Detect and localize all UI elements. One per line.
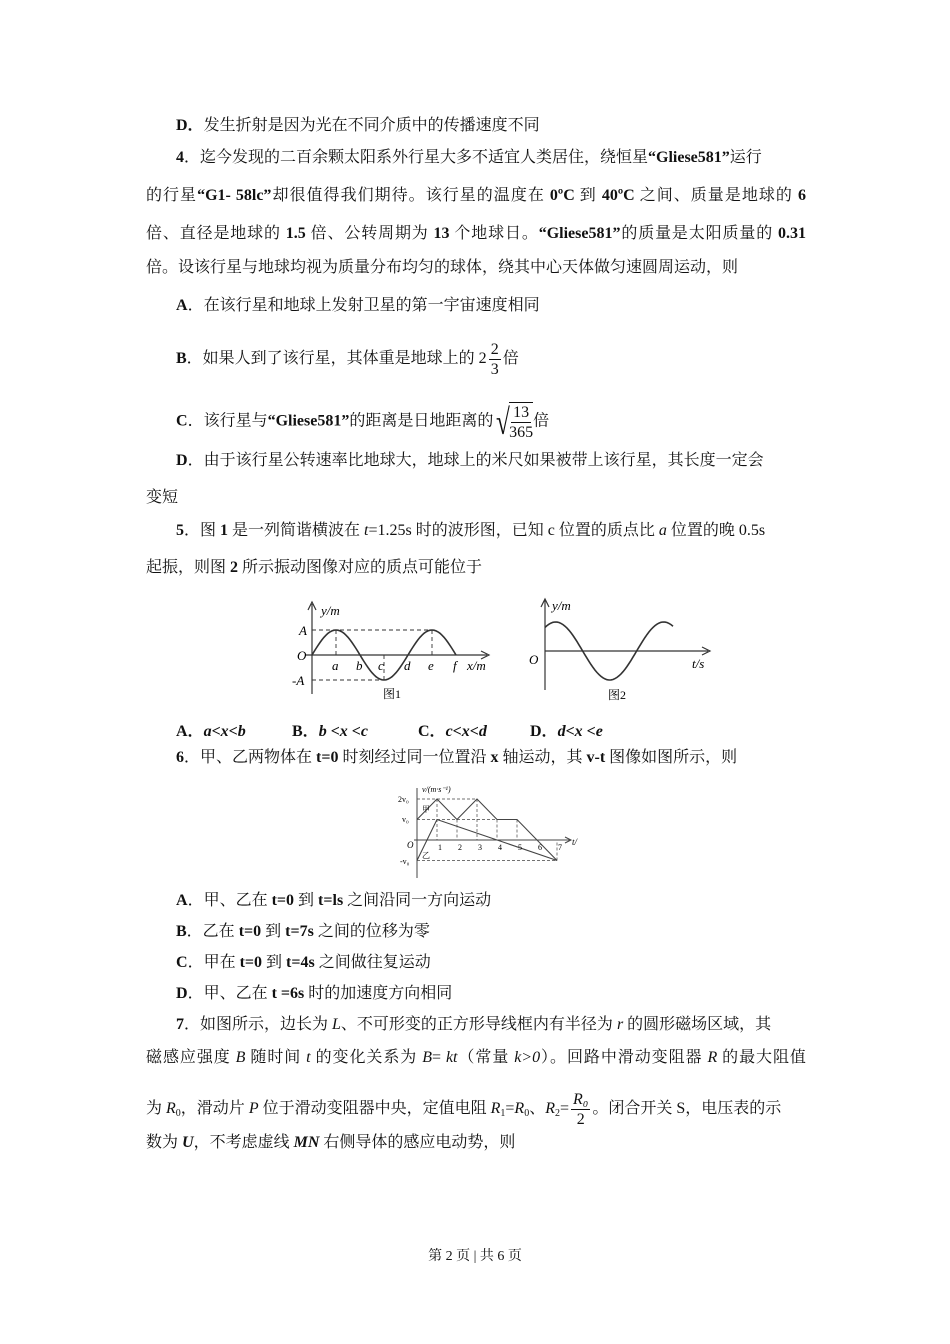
text-segment: B [422,1049,432,1066]
text-segment: 5 [176,522,184,539]
text-line [146,488,178,508]
text-segment: 、 [529,1100,546,1118]
point-label-a: a [332,658,339,673]
text-segment: 轴运动，其 [498,749,587,766]
x-tick-label: 3 [478,843,482,852]
text-segment: ，不考虑虚线 [193,1134,294,1151]
radical-sign-icon: √ [496,402,511,442]
text-segment: ．该行星与 [187,412,268,430]
text-segment: 的质量是太阳质量的 [620,225,778,242]
text-segment: x [490,749,499,766]
text-segment: 的圆形磁场区域，其 [623,1016,772,1033]
text-segment: 之间、质量是地球的 [634,187,798,204]
text-segment: A [176,892,188,909]
text-line [146,1133,515,1153]
text-line [176,891,491,911]
text-segment: ）。回路中滑动变阻器 [540,1049,708,1066]
option-letter: C． [418,723,446,740]
text-segment: 1 [500,1108,506,1120]
v-axis-label: v/(m·s⁻¹) [422,785,451,794]
text-segment: 位于滑动变阻器中央，定值电阻 [258,1100,491,1118]
text-segment: = [431,1049,446,1066]
text-segment: 的变化关系为 [310,1049,423,1066]
text-segment: ．甲、乙在 [187,985,272,1002]
text-segment: MN [293,1134,320,1151]
numerator: 2 [490,341,499,358]
text-segment: t=0 [239,954,263,971]
text-segment: t=0 [316,749,339,766]
text-segment: 之间做往复运动 [314,954,431,971]
text-segment: 右侧导体的感应电动势，则 [319,1134,516,1151]
text-segment: 运行 [729,149,762,166]
text-segment: ．甲在 [187,954,240,971]
text-segment: R [545,1100,555,1118]
text-line [176,1015,771,1035]
text-line [146,558,482,578]
text-line [176,148,762,168]
text-segment: D [176,452,188,469]
text-segment: 到 [261,923,286,940]
text-segment: =1.25s 时的波形图，已知 c 位置的质点比 [368,522,659,539]
text-segment: k>0 [514,1049,541,1066]
text-segment: t=4s [286,954,315,971]
text-segment: v-t [586,749,606,766]
text-segment: 到 [574,187,602,204]
text-segment: 倍、公转周期为 [305,225,434,242]
text-segment: a [658,522,667,539]
text-segment: 0 [175,1108,181,1120]
square-root [493,402,533,442]
x-tick-label: 7 [558,843,562,852]
point-label-f: f [453,658,457,673]
text-segment: P [248,1100,259,1118]
q5-option-c [418,718,487,741]
origin-label: O [407,840,414,850]
text-segment: ．图 [184,522,221,539]
numerator: R₀ [573,1091,589,1108]
text-segment: r [616,1016,624,1033]
text-segment: ，滑动片 [180,1100,249,1118]
text-segment: C [176,954,188,971]
text-segment: 4 [176,149,184,166]
text-segment: t [306,1049,311,1066]
text-segment: t=0 [271,892,295,909]
t-axis-label: t/ [572,837,578,847]
text-segment: R [490,1100,501,1118]
text-line [176,296,540,316]
point-label-c: c [378,658,384,673]
series-label-yi: 乙 [422,851,430,860]
text-segment: 倍 [502,350,519,368]
numerator: 13 [513,404,530,421]
text-segment: 变短 [146,489,179,506]
text-segment: “Gliese581” [648,149,730,166]
amplitude-label: A [299,623,307,638]
x-tick-label: 4 [498,843,502,852]
fraction [489,340,501,379]
text-line [176,116,540,136]
option-text: b <x <c [318,723,369,740]
text-line [146,258,738,278]
text-segment: ．如图所示，边长为 [184,1016,333,1033]
text-segment: “Gliese581” [538,225,621,242]
text-segment: 。闭合开关 S，电压表的示 [592,1100,782,1118]
text-segment: 倍、直径是地球的 [146,225,286,242]
text-line [176,451,764,471]
text-segment: = [560,1100,570,1118]
text-segment: C [176,412,188,430]
y-tick-2v0: 2v₀ [398,795,409,804]
text-segment: 随时间 [245,1049,307,1066]
text-segment: 倍 [533,412,550,430]
v-t-graph [370,782,590,880]
text-line [176,340,519,379]
text-line [176,521,765,541]
y-tick-neg-v0: -v₀ [400,857,410,866]
text-segment: “Gliese581” [267,412,350,430]
option-letter: A． [176,723,204,740]
text-segment: 0.31 [777,225,806,242]
vibration-graph-figure-2 [520,594,720,708]
text-segment: = [505,1100,515,1118]
text-segment: 13 [433,225,450,242]
text-segment: 起振，则图 [146,559,231,576]
text-line [176,953,431,973]
denominator: 365 [509,424,534,441]
text-segment: 的距离是日地距离的 [349,412,494,430]
x-tick-label: 1 [438,843,442,852]
origin-label: O [529,652,539,667]
q5-option-b [292,718,368,741]
text-line [176,402,549,442]
text-segment: U [182,1134,194,1151]
text-segment: 发生折射是因为光在不同介质中的传播速度不同 [203,117,540,134]
text-line [176,984,452,1004]
denominator: 3 [490,361,499,378]
text-segment: 是一列简谐横波在 [228,522,365,539]
text-segment: 个地球日。 [449,225,539,242]
option-text: d<x <e [557,723,603,740]
figure-caption: 图2 [608,688,627,702]
text-segment: 之间沿同一方向运动 [343,892,492,909]
text-segment: R [707,1049,718,1066]
text-segment: “G1- 58lc” [197,187,272,204]
text-segment: 2 [230,559,239,576]
text-segment: 之间的位移为零 [313,923,430,940]
text-line [176,748,737,768]
option-text: c<x<d [445,723,487,740]
text-segment: B [235,1049,246,1066]
text-segment: 1 [220,522,229,539]
text-segment: 为 [146,1100,167,1118]
text-segment: 1.5 [285,225,306,242]
text-segment: 时的加速度方向相同 [304,985,453,1002]
text-segment: ．如果人到了该行星，其体重是地球上的 2 [186,350,487,368]
origin-label: O [297,648,307,663]
text-line [176,922,430,942]
text-segment: B [176,350,187,368]
text-segment: 6 [176,749,184,766]
text-segment: ．在该行星和地球上发射卫星的第一宇宙速度相同 [187,297,540,314]
text-segment: （常量 [457,1049,515,1066]
text-segment: 磁感应强度 [146,1049,236,1066]
text-segment: L [332,1016,341,1033]
text-segment: 倍。设该行星与地球均视为质量分布均匀的球体，绕其中心天体做匀速圆周运动，则 [146,259,739,276]
x-tick-label: 2 [458,843,462,852]
text-line [146,1090,781,1129]
text-segment: 图像如图所示，则 [605,749,738,766]
page-footer: 第 2 页 | 共 6 页 [428,1249,522,1264]
text-line [146,186,806,206]
text-segment: 到 [294,892,319,909]
text-segment: kt [445,1049,458,1066]
text-segment: 数为 [146,1134,183,1151]
text-segment: ．甲、乙在 [187,892,272,909]
text-segment: 时刻经过同一位置沿 [338,749,491,766]
text-segment: 所示振动图像对应的质点可能位于 [238,559,483,576]
text-segment: 、不可形变的正方形导线框内有半径为 [340,1016,617,1033]
text-segment: t =6s [271,985,305,1002]
denominator: 2 [576,1111,585,1128]
text-segment: ．由于该行星公转速率比地球大，地球上的米尺如果被带上该行星，其长度一定会 [187,452,764,469]
y-axis-label: y/m [552,598,571,613]
text-segment: t=ls [318,892,344,909]
text-segment: R [514,1100,525,1118]
text-segment: 的行星 [146,187,198,204]
text-segment: A [176,297,188,314]
text-segment: ．甲、乙两物体在 [184,749,317,766]
series-label-jia: 甲 [422,805,430,814]
text-segment: ．乙在 [186,923,239,940]
text-line [146,1048,806,1068]
text-segment: t=0 [238,923,262,940]
text-segment: R [166,1100,176,1118]
option-letter: B． [292,723,319,740]
point-label-b: b [356,658,363,673]
option-text: a<x<b [203,723,246,740]
text-segment: 的最大阻值 [717,1049,806,1066]
neg-amplitude-label: -A [292,673,305,688]
text-segment: 0ºC [549,187,575,204]
text-segment: 2 [555,1108,560,1120]
option-letter: D． [530,723,558,740]
x-tick-label: 5 [518,843,522,852]
t-axis-label: t/s [692,656,705,671]
text-segment: 位置的晚 0.5s [666,522,766,539]
text-segment: 7 [176,1016,184,1033]
q5-option-d [530,718,603,741]
text-segment: 6 [797,187,806,204]
fraction [571,1090,590,1129]
text-segment: t=7s [285,923,314,940]
y-tick-v0: v₀ [402,815,409,824]
text-segment: D． [176,117,204,134]
q5-option-a [176,718,246,741]
text-segment: B [176,923,187,940]
text-segment: 0 [524,1108,530,1120]
point-label-d: d [404,658,411,673]
text-segment: 40ºC [601,187,635,204]
wave-graph-figure-1 [255,598,495,710]
figure-caption: 图1 [383,687,402,701]
text-segment: D [176,985,188,1002]
text-segment: 到 [262,954,287,971]
text-segment: ．迄今发现的二百余颗太阳系外行星大多不适宜人类居住，绕恒星 [184,149,649,166]
x-axis-label: x/m [467,658,486,673]
fraction [509,402,533,442]
text-segment: 却很值得我们期待。该行星的温度在 [271,187,550,204]
text-segment: t [364,522,369,539]
text-line [146,224,806,244]
x-tick-label: 6 [538,843,542,852]
y-axis-label: y/m [321,603,340,618]
point-label-e: e [428,658,434,673]
